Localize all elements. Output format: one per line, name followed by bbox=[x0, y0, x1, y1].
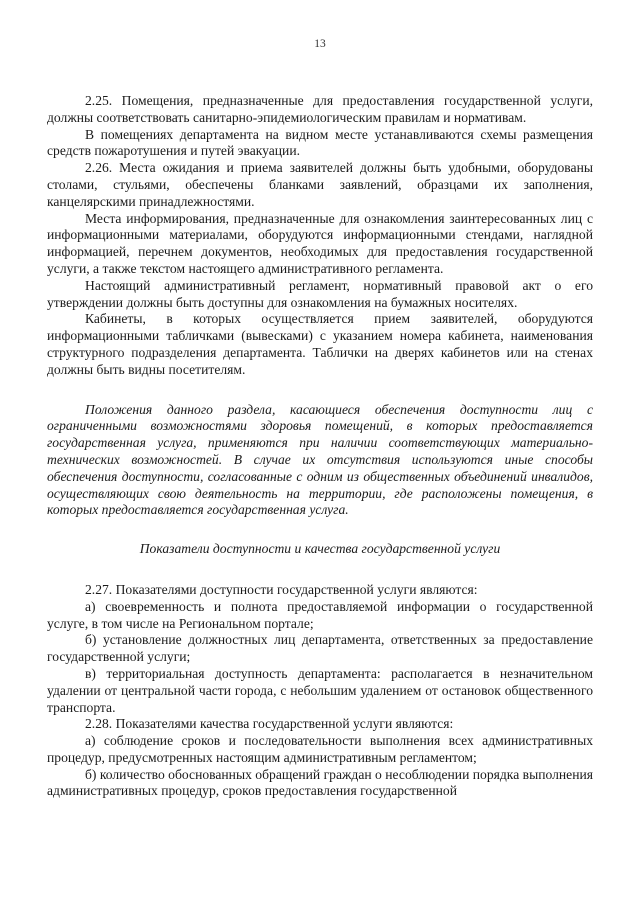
paragraph-2-27: 2.27. Показателями доступности государственной услуги являются: bbox=[85, 581, 478, 597]
list-item-b-officials: б) установление должностных лиц департамента, ответственных за предоставление государственной услуги; bbox=[47, 632, 593, 665]
paragraph-2-28: 2.28. Показателями качества государственной услуги являются: bbox=[85, 716, 454, 732]
paragraph-2-26: 2.26. Места ожидания и приема заявителей должны быть удобными, оборудованы столами, стульями, обеспечены бланками заявлений, образцами их заполнения, канцелярскими принадлежностями. bbox=[47, 160, 593, 209]
list-item-a-deadlines: а) соблюдение сроков и последовательности выполнения всех административных процедур, предусмотренных настоящим административным регламентом; bbox=[47, 733, 593, 765]
paragraph-fire-safety: В помещениях департамента на видном месте устанавливаются схемы размещения средств пожаротушения и путей эвакуации. bbox=[47, 126, 593, 159]
list-item-b-complaints: б) количество обоснованных обращений граждан о несоблюдении порядка выполнения административных процедур, сроков предоставления государственной bbox=[47, 766, 593, 799]
paragraph-cabinets: Кабинеты, в которых осуществляется прием заявителей, оборудуются информационными табличками (вывесками) с указанием номера кабинета, наименования структурного подразделения департамента. Таблички на дверях кабинетов или на стенах должны быть видны посетителям. bbox=[47, 311, 593, 377]
list-item-a-timeliness: а) своевременность и полнота предоставляемой информации о государственной услуге, в том числе на Региональном портале; bbox=[47, 598, 593, 631]
paragraph-info-places: Места информирования, предназначенные для ознакомления заинтересованных лиц с информационными материалами, оборудуются информационными стендами, наглядной информацией, перечнем документов, необходимых для предоставления государственной услуги, а также текстом настоящего административного регламента. bbox=[47, 210, 593, 276]
section-heading: Показатели доступности и качества государственной услуги bbox=[139, 541, 501, 557]
paragraph-accessibility-note: Положения данного раздела, касающиеся обеспечения доступности лиц с ограниченными возможностями здоровья помещений, в которых предоставляется государственная услуга, применяются при наличии соответствующих материально-технических возможностей. В случае их отсутствия используются иные способы обеспечения доступности, согласованные с одним из общественных объединений инвалидов, осуществляющих свою деятельность на территории, где расположены помещения, в которых предоставляется государственная услуга. bbox=[47, 401, 593, 518]
paragraph-regulation-access: Настоящий административный регламент, нормативный правовой акт о его утверждении должны быть доступны для ознакомления на бумажных носителях. bbox=[47, 277, 593, 310]
document-body bbox=[47, 93, 593, 800]
page-number: 13 bbox=[314, 38, 326, 50]
list-item-v-territorial: в) территориальная доступность департамента: располагается в незначительном удалении от центральной части города, с небольшим удалением от остановок общественного транспорта. bbox=[47, 665, 593, 715]
paragraph-2-25: 2.25. Помещения, предназначенные для предоставления государственной услуги, должны соответствовать санитарно-эпидемиологическим правилам и нормативам. bbox=[47, 93, 593, 125]
